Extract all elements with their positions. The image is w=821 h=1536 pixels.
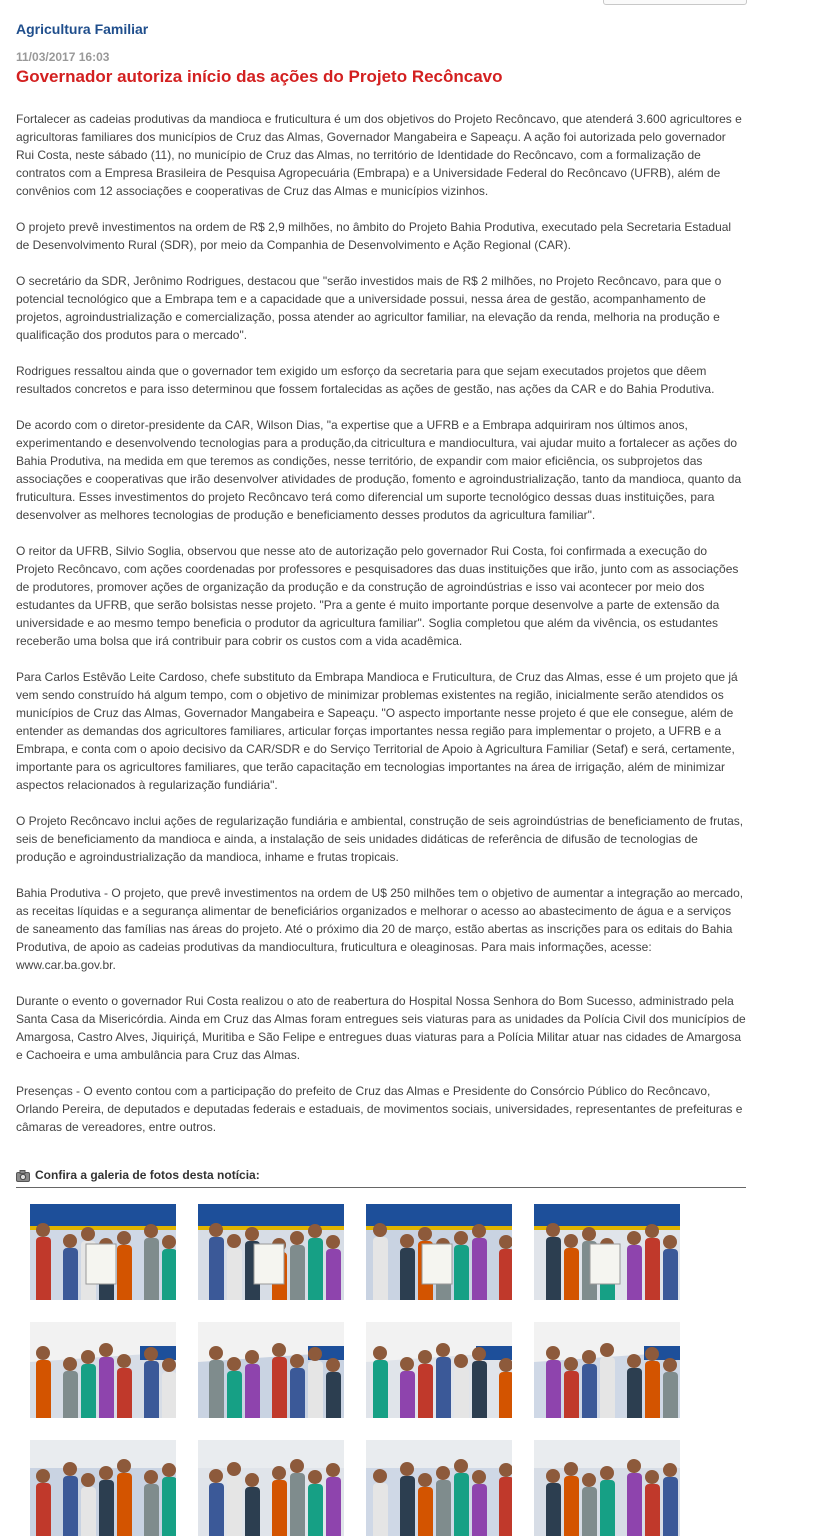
- camera-icon: [16, 1169, 30, 1181]
- gallery-thumbnail[interactable]: [30, 1204, 176, 1300]
- article-paragraph: Para Carlos Estêvão Leite Cardoso, chefe substituto da Embrapa Mandioca e Fruticultura, de Cruz das Almas, esse é um projeto que já vem sendo construído há algum tempo, com o objetivo de minimizar problemas existentes na região, inicialmente serão atendidos os municípios de Cruz das Almas, Governador Mangabeira e Sapeaçu. "O aspecto importante nesse projeto é que ele consegue, além de entender as demandas dos agricultores familiares, articular forças importantes nessa região para implementar o projeto, a UFRB e a Embrapa, e conta com o apoio decisivo da CAR/SDR e do Serviço Territorial de Apoio à Agricultura Familiar (Setaf) e será, certamente, importante para os agricultores familiares, que terão capacitação em tecnologias importantes na área de irrigação, além de minimizar aspectos relacionados à regularização fundiária".: [16, 670, 738, 792]
- article-paragraph: O projeto prevê investimentos na ordem de R$ 2,9 milhões, no âmbito do Projeto Bahia Produtiva, executado pela Secretaria Estadual de Desenvolvimento Rural (SDR), por meio da Companhia de Desenvolvimento e Ação Regional (CAR).: [16, 220, 732, 252]
- article-paragraph: Fortalecer as cadeias produtivas da mandioca e fruticultura é um dos objetivos do Projeto Recôncavo, que atenderá 3.600 agricultores e agricultoras familiares dos municípios de Cruz das Almas, Governador Mangabeira e Sapeaçu. A ação foi autorizada pelo governador Rui Costa, neste sábado (11), no município de Cruz das Almas, no território de Identidade do Recôncavo, com a formalização de contratos com a Empresa Brasileira de Pesquisa Agropecuária (Embrapa) e a Universidade Federal do Recôncavo (UFRB), além de convênios com 12 associações e cooperativas de Cruz das Almas e municípios vizinhos.: [16, 112, 742, 198]
- gallery-thumbnail[interactable]: [198, 1204, 344, 1300]
- article-paragraph: O secretário da SDR, Jerônimo Rodrigues, destacou que "serão investidos mais de R$ 2 milhões, no Projeto Recôncavo, para que o potencial tecnológico que a Embrapa tem e a capacidade que a universidade possui, nessa área de gestão, acompanhamento de projetos, agroindustrialização e comercialização, possa atender ao agricultor familiar, na elevação da renda, melhoria na produção e qualificação dos produtos para o mercado".: [16, 274, 722, 342]
- article-date: 11/03/2017 16:03: [16, 50, 110, 64]
- article-body: [16, 110, 746, 1154]
- gallery-thumbnail[interactable]: [198, 1440, 344, 1536]
- section-title: Agricultura Familiar: [16, 21, 149, 37]
- gallery-thumbnail[interactable]: [366, 1204, 512, 1300]
- article-paragraph: O reitor da UFRB, Silvio Soglia, observou que nesse ato de autorização pelo governador Rui Costa, foi confirmada a execução do Projeto Recôncavo, com ações coordenadas por professores e pesquisadores das duas instituições que irão, junto com as associações de produtores, promover ações de organização da produção e da construção de agroindústrias e isso vai acontecer por meio dos estudantes da UFRB, que serão bolsistas nesse projeto. "Pra a gente é muito importante porque desenvolve a parte de extensão da universidade e ao mesmo tempo beneficia o produtor da agricultura familiar". Soglia completou que além da vivência, os estudantes receberão uma bolsa que irá contribuir para cobrir os custos com a vida acadêmica.: [16, 544, 739, 648]
- gallery-thumbnail[interactable]: [30, 1322, 176, 1418]
- gallery-title: Confira a galeria de fotos desta notícia:: [35, 1168, 260, 1182]
- article-paragraph: O Projeto Recôncavo inclui ações de regularização fundiária e ambiental, construção de seis agroindústrias de beneficiamento de frutas, seis de beneficiamento da mandioca e ainda, a instalação de seis unidades didáticas de referência de difusão de tecnologias de produção e agroindustrialização da mandioca, inhame e frutas tropicais.: [16, 814, 744, 864]
- gallery-thumbnail[interactable]: [366, 1322, 512, 1418]
- gallery-thumbnail[interactable]: [534, 1440, 680, 1536]
- article-paragraph: De acordo com o diretor-presidente da CAR, Wilson Dias, "a expertise que a UFRB e a Embrapa adquiriram nos últimos anos, experimentando e desenvolvendo tecnologias para a produção,da citricultura e mandiocultura, vai ajudar muito a fortalecer as ações do Bahia Produtiva, na medida em que teremos as condições, nesse território, de expandir com maior eficiência, os subprojetos das associações e cooperativas que irão desenvolver atividades de produção, fomento e agroindustrialização, tanto da mandioca, quanto da fruticultura. Esses investimentos do projeto Recôncavo terá como diferencial um suporte tecnológico dessas duas instituições, para desenvolver as melhores tecnologias de produção e beneficiamento desses produtos da agricultura familiar".: [16, 418, 742, 522]
- gallery-thumbnail[interactable]: [534, 1204, 680, 1300]
- article-title: Governador autoriza início das ações do Projeto Recôncavo: [16, 67, 503, 86]
- gallery-thumbnail[interactable]: [534, 1322, 680, 1418]
- search-box[interactable]: [603, 0, 747, 5]
- article-paragraph: Rodrigues ressaltou ainda que o governador tem exigido um esforço da secretaria para que sejam executados projetos que dêem resultados concretos e para isso determinou que fossem fortalecidas as ações de gestão, nas ações da CAR e do Bahia Produtiva.: [16, 364, 715, 396]
- article-paragraph: Presenças - O evento contou com a participação do prefeito de Cruz das Almas e Presidente do Consórcio Público do Recôncavo, Orlando Pereira, de deputados e deputadas federais e estaduais, de movimentos sociais, universidades, representantes de prefeituras e câmaras de vereadores, entre outros.: [16, 1084, 743, 1134]
- article-paragraph: Bahia Produtiva - O projeto, que prevê investimentos na ordem de U$ 250 milhões tem o objetivo de aumentar a integração ao mercado, as receitas líquidas e a segurança alimentar de beneficiários organizados e melhorar o acesso ao abastecimento de água e a serviços de saneamento das famílias nas áreas do projeto. Até o próximo dia 20 de março, estão abertas as inscrições para os editais do Bahia Produtiva, de apoio as cadeias produtivas da mandiocultura, fruticultura e oleaginosas. Para mais informações, acesse: www.car.ba.gov.br.: [16, 886, 744, 972]
- gallery-thumbnail[interactable]: [198, 1322, 344, 1418]
- gallery-thumbnail[interactable]: [366, 1440, 512, 1536]
- gallery-thumbnail[interactable]: [30, 1440, 176, 1536]
- article-paragraph: Durante o evento o governador Rui Costa realizou o ato de reabertura do Hospital Nossa Senhora do Bom Sucesso, administrado pela Santa Casa da Misericórdia. Ainda em Cruz das Almas foram entregues seis viaturas para as unidades da Polícia Civil dos municípios de Amargosa, Castro Alves, Jiquiriçá, Muritiba e São Felipe e entregues duas viaturas para a Polícia Militar atuar nas cidades de Amargosa e Cachoeira e uma ambulância para Cruz das Almas.: [16, 994, 746, 1062]
- gallery-header: [16, 1167, 746, 1188]
